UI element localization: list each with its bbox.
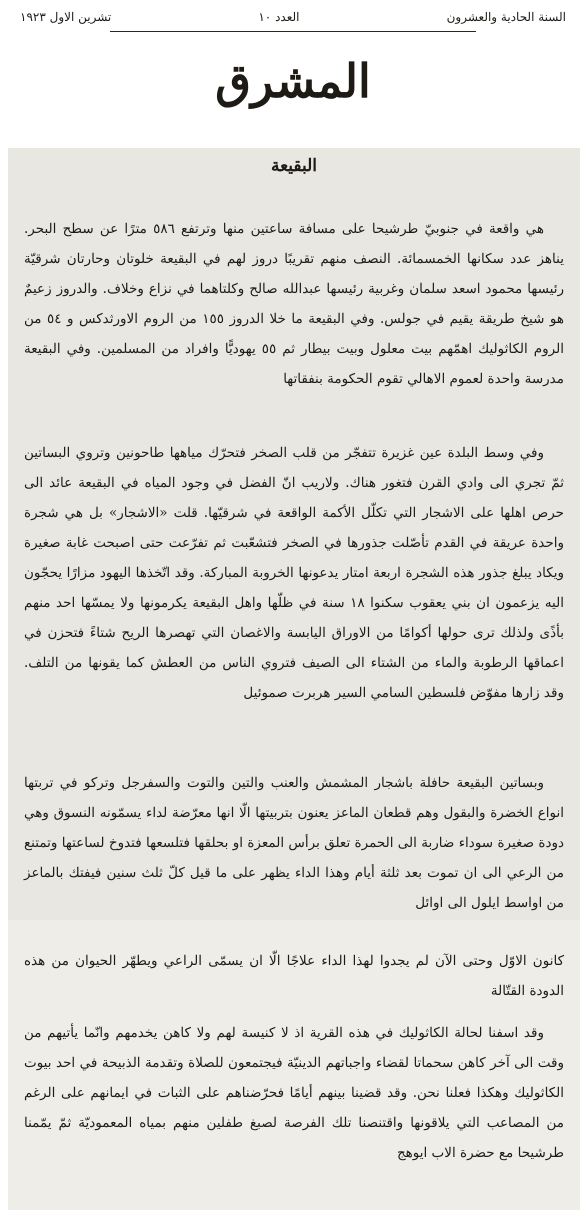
article-paragraph: هي واقعة في جنوبيّ طرشيحا على مسافة ساعتين منها وترتفع ٥٨٦ مترًا عن سطح البحر. يناهز عدد سكانها الخمسمائة. النصف منهم تقريبًا دروز لهم في البقيعة خلوتان وحارتان شرقيّة رئيسها محمود اسعد سلمان وغربية رئيسها عبدالله صالح وكلتاهما في نزاع وخلاف. والدروز زعيمٌ هو شيخ طريقة يقيم في جولس. وفي البقيعة ما خلا الدروز ١٥٥ من الروم الاورثدكس و ٥٤ من الروم الكاثوليك اهمّهم بيت معلول وبيت بيطار ثم ٥٥ يهوديًّا وافراد من المسلمين. وفي البقيعة مدرسة واحدة لعموم الاهالي تقوم الحكومة بنفقاتها	[24, 220, 564, 387]
article-paragraph: وفي وسط البلدة عين غزيرة تتفجّر من قلب الصخر فتحرّك مياهها طاحونين وتروي البساتين ثمّ تجري الى وادي القرن فتغور هناك. ولاريب انّ الفضل في وجود المياه في البقيعة عائد الى حرص اهلها على الاشجار التي تكلّل الأكمة الواقعة في شرقيّها. قلت «الاشجار» بل هي شجرة واحدة عريقة في القدم تأصّلت جذورها في الصخر فتشعّبت ثم تفرّعت حتى اصبحت غابة صغيرة ويكاد يبلغ جذور هذه الشجرة اربعة امتار يدعونها الخروبة المباركة. وقد اتّخذها اليهود مزارًا يحجّون اليه يزعمون ان بني يعقوب سكنوا ١٨ سنة في ظلّها واهل البقيعة يكرمونها ولا يمسّها احد منهم بأذًى ولذلك ترى حولها أكوامًا من الاوراق اليابسة والاغصان التي تهصرها الريح شتاءً فتحزن في اعماقها الرطوبة والماء من الشتاء الى الصيف فتروي الناس من العطش كما يقونها من التلف. وقد زارها مفوّض فلسطين السامي السير هربرت صموئيل	[24, 444, 564, 701]
date-label: تشرين الاول ١٩٢٣	[20, 10, 112, 24]
masthead: المشرق	[215, 54, 371, 108]
article-section-1	[8, 148, 580, 920]
running-head	[20, 6, 566, 28]
volume-label: السنة الحادية والعشرون	[446, 10, 566, 24]
article-paragraph: كانون الاوّل وحتى الآن لم يجدوا لهذا الداء علاجًا الّا ان يسمّى الراعي ويطهّر الحيوان من هذه الدودة القتّالة	[24, 952, 564, 999]
article-paragraph: وقد اسفنا لحالة الكاثوليك في هذه القرية اذ لا كنيسة لهم ولا كاهن يخدمهم وانّما يأتيهم من وقت الى آخر كاهن سحماتا لقضاء واجباتهم الدينيّة فيجتمعون للصلاة وتقدمة الذبيحة في احد بيوت الكاثوليك وهكذا فعلنا نحن. وقد قضينا بينهم أيامًا فحرّضناهم على الثبات في ايمانهم على الرغم من المصاعب التي يلاقونها واقتنصنا تلك الفرصة لصبغ طفلين منهم بمياه المعموديّة ثمّ يمّمنا طرشيحا مع حضرة الاب ايوهج	[24, 1024, 564, 1161]
issue-label: العدد ١٠	[258, 10, 300, 24]
article-title: البقيعة	[270, 156, 318, 176]
article-section-2	[8, 920, 580, 1210]
page-header	[0, 0, 586, 148]
article-paragraph: وبساتين البقيعة حافلة باشجار المشمش والعنب والتين والتوت والسفرجل وتركو في تربتها انواع الخضرة والبقول وهم قطعان الماعز يعنون بتربيتها الّا انها معرّضة لداء يسمّونه النسوق وهي دودة صغيرة سوداء ضاربة الى الحمرة تعلق برأس المعزة او بحلقها فتلسعها فتدوخ لساعتها وتمتنع من الرعي الى ان تموت بعد ثلثة أيام وهذا الداء يظهر على ما قيل كلّ ثلث سنين فيفتك بالماعز من اواسط ايلول الى اوائل	[24, 774, 564, 911]
header-rule	[110, 31, 476, 32]
